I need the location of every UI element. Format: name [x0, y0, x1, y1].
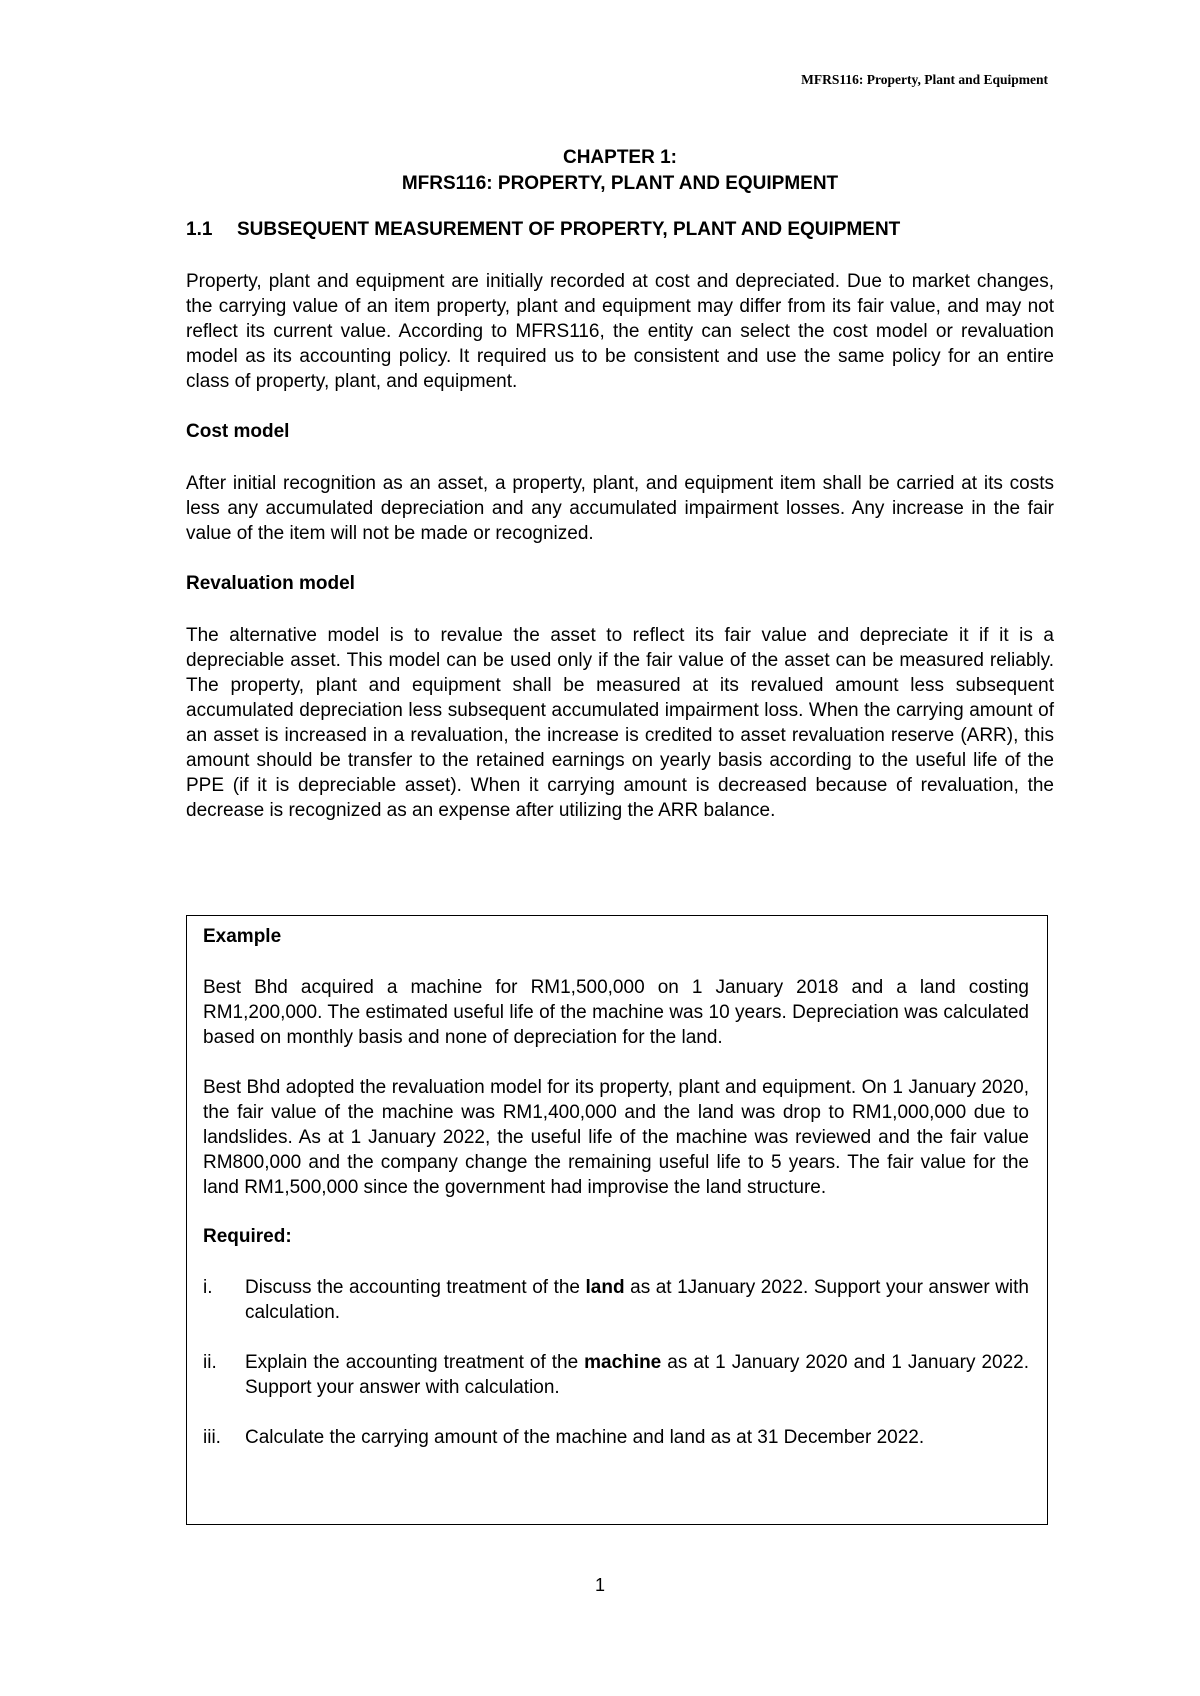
required-item-text: Discuss the accounting treatment of the land as at 1January 2022. Support your answer with calculation. [245, 1277, 1029, 1323]
required-item-emphasis: machine [584, 1352, 662, 1373]
example-box [186, 915, 1048, 1525]
section-number: 1.1 [186, 219, 213, 240]
chapter-title: MFRS116: PROPERTY, PLANT AND EQUIPMENT [401, 173, 839, 194]
required-item-numeral: iii. [203, 1427, 221, 1448]
required-item-1 [203, 1275, 1029, 1325]
page-number: 1 [594, 1575, 605, 1595]
cost-model-heading: Cost model [186, 421, 290, 442]
running-header: MFRS116: Property, Plant and Equipment [801, 72, 1048, 87]
intro-paragraph: Property, plant and equipment are initially recorded at cost and depreciated. Due to market changes, the carrying value of an item property, plant and equipment may differ from its fair value, and may not reflect its current value. According to MFRS116, the entity can select the cost model or revaluation model as its accounting policy. It required us to be consistent and use the same policy for an entire class of property, plant, and equipment. [186, 271, 1054, 392]
revaluation-model-paragraph: The alternative model is to revalue the asset to reflect its fair value and depreciate it if it is a depreciable asset. This model can be used only if the fair value of the asset can be measured reliably. The property, plant and equipment shall be measured at its revalued amount less subsequent accumulated depreciation less subsequent accumulated impairment loss. When the carrying amount of an asset is increased in a revaluation, the increase is credited to asset revaluation reserve (ARR), this amount should be transfer to the retained earnings on yearly basis according to the useful life of the PPE (if it is depreciable asset). When it carrying amount is decreased because of revaluation, the decrease is recognized as an expense after utilizing the ARR balance. [186, 625, 1054, 821]
required-item-numeral: i. [203, 1277, 213, 1298]
cost-model-paragraph: After initial recognition as an asset, a property, plant, and equipment item shall be carried at its costs less any accumulated depreciation and any accumulated impairment losses. Any increase in the fair value of the item will not be made or recognized. [186, 473, 1054, 544]
section-heading [186, 217, 1054, 243]
required-item-text: Explain the accounting treatment of the machine as at 1 January 2020 and 1 January 2022. Support your answer with calculation. [245, 1352, 1029, 1398]
example-paragraph-2: Best Bhd adopted the revaluation model for its property, plant and equipment. On 1 January 2020, the fair value of the machine was RM1,400,000 and the land was drop to RM1,000,000 due to landslides. As at 1 January 2022, the useful life of the machine was reviewed and the fair value RM800,000 and the company change the remaining useful life to 5 years. The fair value for the land RM1,500,000 since the government had improvise the land structure. [203, 1077, 1029, 1198]
section-title: SUBSEQUENT MEASUREMENT OF PROPERTY, PLANT AND EQUIPMENT [237, 219, 901, 240]
required-item-emphasis: land [585, 1277, 625, 1298]
example-paragraph-1: Best Bhd acquired a machine for RM1,500,000 on 1 January 2018 and a land costing RM1,200,000. The estimated useful life of the machine was 10 years. Depreciation was calculated based on monthly basis and none of depreciation for the land. [203, 977, 1029, 1048]
required-item-text: Calculate the carrying amount of the machine and land as at 31 December 2022. [245, 1427, 925, 1448]
required-heading: Required: [203, 1226, 292, 1247]
example-content [203, 924, 1029, 1450]
required-item-3 [203, 1425, 1029, 1450]
chapter-label: CHAPTER 1: [562, 147, 677, 168]
example-heading: Example [203, 926, 282, 947]
document-content [186, 145, 1054, 823]
required-item-numeral: ii. [203, 1352, 217, 1373]
required-item-2 [203, 1350, 1029, 1400]
revaluation-model-heading: Revaluation model [186, 573, 355, 594]
